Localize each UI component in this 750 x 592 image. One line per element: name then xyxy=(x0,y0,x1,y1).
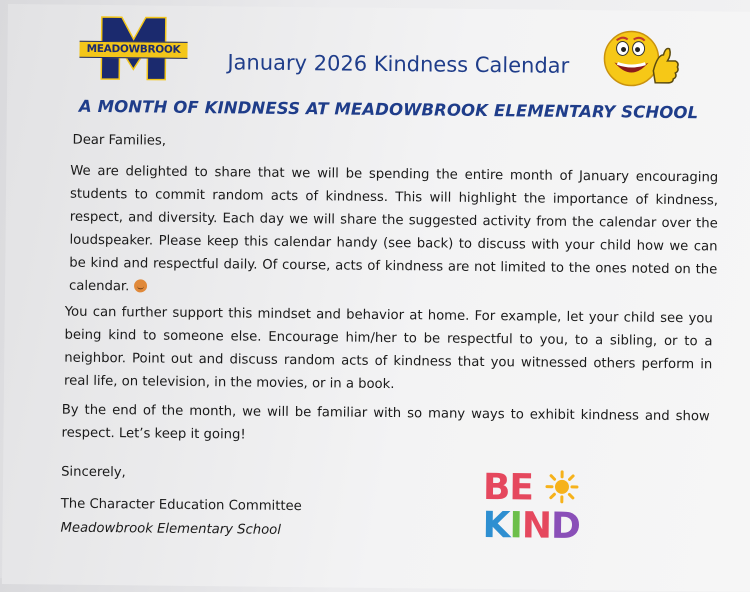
sun-icon xyxy=(544,470,578,504)
page-title: January 2026 Kindness Calendar xyxy=(227,50,569,78)
kind-text: KIND xyxy=(482,507,582,546)
be-text: BE xyxy=(483,467,545,509)
subtitle: A MONTH OF KINDNESS AT MEADOWBROOK ELEMENTARY SCHOOL xyxy=(79,97,698,122)
greeting: Dear Families, xyxy=(72,129,166,153)
closing: Sincerely, xyxy=(61,461,126,485)
smile-emoji-icon xyxy=(134,279,147,292)
letter-page xyxy=(2,4,750,592)
paragraph-1-text: We are delighted to share that we will be spending the entire month of January encouraging students to commit random acts of kindness. This will highlight the importance of kindness, respect, and diversity. Each day we will share the suggested activity from the calendar over the loudspeaker. Please keep this calendar handy (see back) to discuss with your child how we can be kind and respectful daily. Of course, acts of kindness are not limited to the ones noted on the calendar. xyxy=(69,164,718,295)
paragraph-1 xyxy=(69,160,718,305)
paragraph-3: By the end of the month, we will be familiar with so many ways to exhibit kindness and show respect. Let’s keep it going! xyxy=(61,399,709,452)
logo-wordmark: MEADOWBROOK xyxy=(79,41,187,59)
signature-school: Meadowbrook Elementary School xyxy=(60,517,281,542)
school-logo-icon xyxy=(79,15,188,82)
signature-committee: The Character Education Committee xyxy=(61,493,302,519)
thumbs-up-smiley-icon xyxy=(601,24,682,93)
paragraph-2: You can further support this mindset and behavior at home. For example, let your child see you being kind to someone else. Encourage him/her to be respectful to you, to a sibling, or to a neighbor. Point out and discuss random acts of kindness that you witnessed others perform in real life, on television, in the movies, or in a book. xyxy=(64,301,713,400)
be-kind-badge xyxy=(482,469,583,566)
